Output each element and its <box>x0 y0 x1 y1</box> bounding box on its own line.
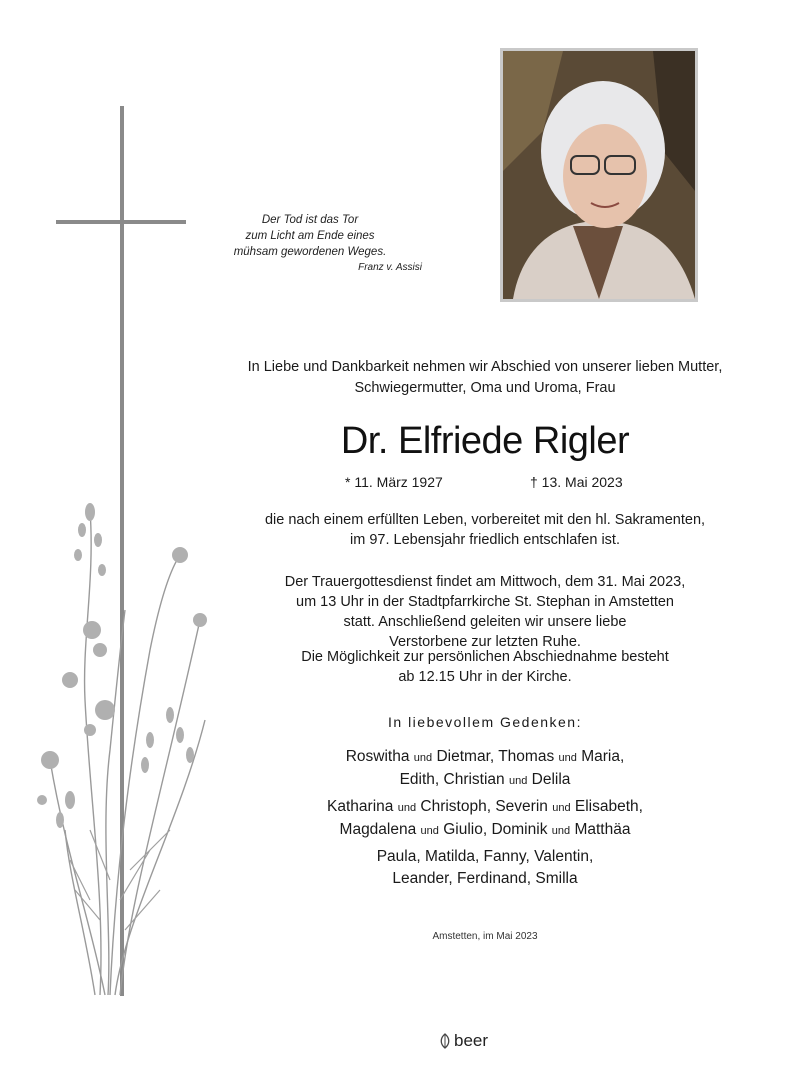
memory-heading: In liebevollem Gedenken: <box>388 714 582 730</box>
beer-logo <box>438 1031 488 1051</box>
portrait-photo <box>500 48 698 302</box>
wildflower-illustration <box>30 500 220 1000</box>
quote-author: Franz v. Assisi <box>358 262 422 273</box>
death-date: † 13. Mai 2023 <box>530 474 623 490</box>
logo-text: beer <box>454 1031 489 1050</box>
leaf-icon <box>438 1033 452 1049</box>
family-group-1: Roswitha und Dietmar, Thomas und Maria, Edith, Christian und Delila <box>345 748 625 788</box>
intro-text: In Liebe und Dankbarkeit nehmen wir Abschied von unserer lieben Mutter, Schwiegermutter, Oma und Uroma, Frau <box>247 359 723 396</box>
cross-horizontal-bar <box>56 220 186 224</box>
place-date: Amstetten, im Mai 2023 <box>432 931 538 942</box>
funeral-paragraph: Der Trauergottesdienst findet am Mittwoch, dem 31. Mai 2023, um 13 Uhr in der Stadtpfarrkirche St. Stephan in Amstetten statt. Anschließend geleiten wir unsere liebe Verstorbene zur letzten Ruhe. <box>284 574 686 650</box>
deceased-name: Dr. Elfriede Rigler <box>340 420 630 462</box>
birth-date: * 11. März 1927 <box>345 474 443 490</box>
life-paragraph: die nach einem erfüllten Leben, vorbereitet mit den hl. Sakramenten, im 97. Lebensjahr friedlich entschlafen ist. <box>264 512 706 548</box>
quote-text: Der Tod ist das Tor zum Licht am Ende eines mühsam gewordenen Weges. <box>233 214 387 258</box>
family-group-2: Katharina und Christoph, Severin und Elisabeth, Magdalena und Giulio, Dominik und Matthäa <box>327 798 643 838</box>
farewell-paragraph: Die Möglichkeit zur persönlichen Abschiednahme besteht ab 12.15 Uhr in der Kirche. <box>301 649 669 685</box>
family-group-3: Paula, Matilda, Fanny, Valentin, Leander, Ferdinand, Smilla <box>376 848 594 887</box>
